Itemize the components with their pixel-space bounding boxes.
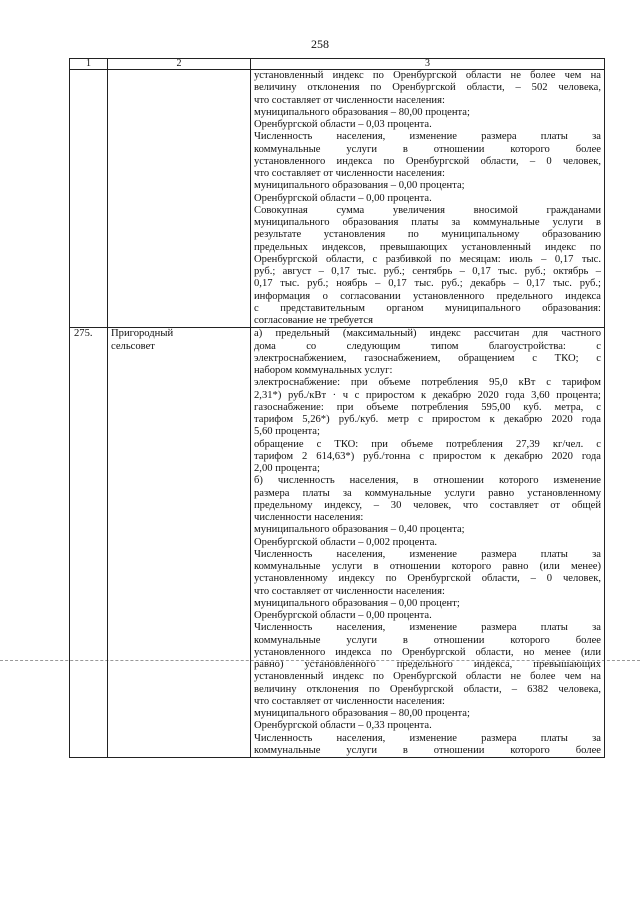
- text-line: тарифом 5,26*) руб./куб. метр с приростом к декабрю 2020 года: [254, 414, 601, 425]
- municipality-cell: [108, 328, 251, 758]
- text-line: дома со следующим типом благоустройства: с: [254, 340, 601, 352]
- text-line: результате установления по муниципальному образованию: [254, 229, 601, 241]
- text-line: муниципального образования – 80,00 процента;: [254, 106, 470, 118]
- text-line: Оренбургской области – 0,00 процента.: [254, 610, 432, 621]
- text-line: Оренбургской области – 0,00 процента.: [254, 192, 432, 204]
- text-line: что составляет от численности населения:: [254, 585, 445, 597]
- text-line: Численность населения, изменение размера платы за: [254, 732, 601, 744]
- page-number: 258: [311, 37, 329, 51]
- text-line: величину отклонения по Оренбургской области, – 6382 человека,: [254, 683, 601, 695]
- text-line: установленного индекса по Оренбургской области, но менее (или: [254, 646, 601, 658]
- text-line: 2,31*) руб./кВт · ч с приростом к декабрю 2020 года 3,60 процента;: [254, 389, 601, 401]
- text-line: 5,60 процента;: [254, 426, 320, 438]
- text-line: газоснабжение: при объеме потребления 595,00 куб. метра, с: [254, 401, 601, 413]
- text-line: 2,00 процента;: [254, 463, 320, 474]
- document-table: [69, 58, 605, 758]
- text-line: численности населения:: [254, 512, 364, 523]
- text-line: что составляет от численности населения:: [254, 695, 445, 707]
- row-number-cell: [70, 70, 108, 328]
- description-cell: [251, 70, 605, 328]
- text-line: набором коммунальных услуг:: [254, 365, 393, 376]
- municipality-cell: [108, 70, 251, 328]
- text-line: коммунальные услуги в отношении которого более: [254, 634, 601, 646]
- text-line: информация о согласовании установленного предельного индекса: [254, 290, 601, 302]
- text-line: коммунальные услуги в отношении которого равно (или менее): [254, 561, 601, 572]
- text-line: Численность населения, изменение размера платы за: [254, 548, 601, 560]
- text-line: Оренбургской области – 0,33 процента.: [254, 720, 432, 732]
- text-line: предельных индексов, превышающих установленный индекс по: [254, 241, 601, 253]
- text-line: Оренбургской области – 0,03 процента.: [254, 119, 432, 130]
- text-line: а) предельный (максимальный) индекс рассчитан для частного: [254, 328, 601, 340]
- text-line: Численность населения, изменение размера платы за: [254, 622, 601, 634]
- table-header-row: [70, 59, 605, 70]
- text-line: установленного индекса по Оренбургской области, – 0 человек,: [254, 155, 601, 167]
- row-number-cell: 275.: [70, 328, 108, 758]
- municipality-name-line: сельсовет: [111, 340, 155, 352]
- header-col-2: 2: [108, 59, 251, 70]
- table-row-275: [70, 328, 605, 758]
- text-line: муниципального образования – 0,00 процента;: [254, 180, 465, 192]
- text-line: установленному индексу по Оренбургской области, – 0 человек,: [254, 573, 601, 585]
- text-line: равно) установленного предельного индекса, превышающих: [254, 659, 601, 670]
- text-line: Оренбургской области, с разбивкой по месяцам: июль – 0,17 тыс.: [254, 253, 601, 265]
- text-line: Оренбургской области – 0,002 процента.: [254, 536, 438, 548]
- text-line: руб.; август – 0,17 тыс. руб.; сентябрь – 0,17 тыс. руб.; октябрь –: [254, 266, 601, 277]
- text-line: что составляет от численности населения:: [254, 94, 445, 106]
- text-line: муниципального образования – 0,00 процент;: [254, 597, 460, 609]
- header-col-1: 1: [70, 59, 108, 70]
- header-col-3: 3: [251, 59, 605, 70]
- text-line: согласование не требуется: [254, 315, 374, 326]
- text-line: коммунальные услуги в отношении которого более: [254, 143, 601, 155]
- text-line: размера платы за коммунальные услуги равно установленному: [254, 487, 601, 499]
- text-line: Численность населения, изменение размера платы за: [254, 131, 601, 143]
- text-line: что составляет от численности населения:: [254, 168, 445, 179]
- text-line: б) численность населения, в отношении которого изменение: [254, 475, 601, 487]
- text-line: электроснабжение: при объеме потребления 95,0 кВт с тарифом: [254, 377, 601, 389]
- text-line: муниципального образования платы за коммунальные услуги в: [254, 217, 601, 228]
- municipality-name-line: Пригородный: [111, 328, 174, 340]
- text-line: предельному индексу, – 30 человек, что составляет от общей: [254, 499, 601, 511]
- description-cell: [251, 328, 605, 758]
- text-line: коммунальные услуги в отношении которого более: [254, 744, 601, 756]
- text-line: обращение с ТКО: при объеме потребления 27,39 кг/чел. с: [254, 438, 601, 450]
- text-line: с представительным органом муниципального образования:: [254, 302, 601, 314]
- text-line: установленный индекс по Оренбургской области не более чем на: [254, 671, 601, 683]
- text-line: 0,17 тыс. руб.; ноябрь – 0,17 тыс. руб.; декабрь – 0,17 тыс. руб.;: [254, 278, 601, 290]
- table-row-continuation: [70, 70, 605, 328]
- text-line: тарифом 2 614,63*) руб./тонна с приростом к декабрю 2020 года: [254, 450, 601, 462]
- text-line: муниципального образования – 0,40 процента;: [254, 524, 465, 536]
- text-line: электроснабжением, газоснабжением, обращением с ТКО; с: [254, 352, 601, 364]
- text-line: Совокупная сумма увеличения вносимой гражданами: [254, 204, 601, 216]
- text-line: установленный индекс по Оренбургской области не более чем на: [254, 70, 601, 81]
- text-line: муниципального образования – 80,00 процента;: [254, 708, 470, 719]
- text-line: величину отклонения по Оренбургской области, – 502 человека,: [254, 82, 601, 94]
